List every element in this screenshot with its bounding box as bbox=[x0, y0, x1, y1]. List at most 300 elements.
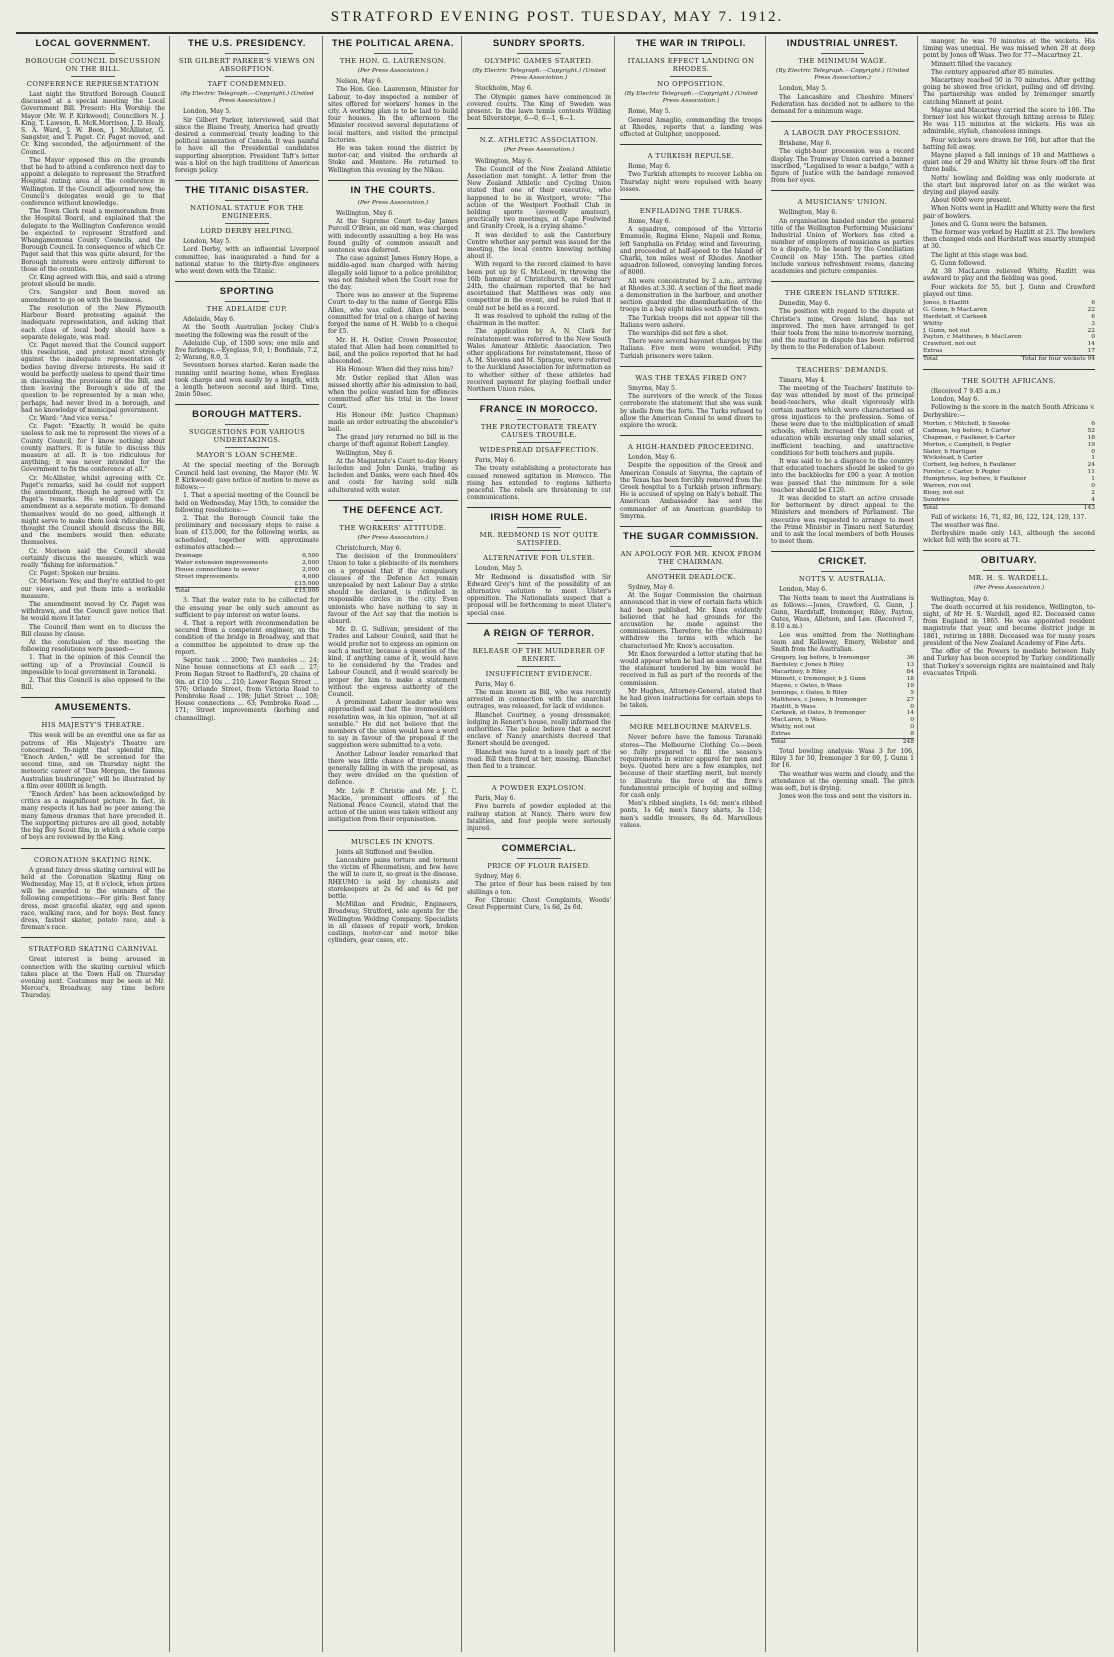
article-paragraph: The Town Clerk read a memorandum from the Hospital Board, and explained that the delegate to the Wellington Conference would be expected to represent Stratford and Whangamomona County Councils, and the Borough Council. In consequence of which Cr. Paget said that this was quite absurd, for the Borough interests were entirely different to those of the counties. bbox=[21, 208, 165, 273]
score-row bbox=[175, 553, 319, 560]
score-label: Jones, b Hazlitt bbox=[923, 299, 969, 306]
article-subheadline: ITALIANS EFFECT LANDING ON RHODES. bbox=[627, 57, 755, 73]
score-label: Warren, run out bbox=[923, 483, 971, 490]
article-section bbox=[620, 366, 762, 429]
article-section bbox=[771, 121, 914, 184]
article-paragraph: Derbyshire made only 143, although the second wicket fell with the score at 71. bbox=[923, 530, 1095, 545]
article-paragraph: It was decided to start an active crusade for betterment by direct appeal to the Ministers and members of Parliament. The executive was requested to arrange to meet the Prime Minister in Timaru next Saturday, and to ask the local members of both Houses to meet them. bbox=[771, 494, 914, 546]
article-paragraph: The light at this stage was bad. bbox=[931, 251, 1028, 259]
headline-divider bbox=[517, 666, 560, 667]
article-section bbox=[21, 697, 165, 841]
article-paragraph: Four wickets for 55, but J. Gunn and Crawford played out time. bbox=[923, 283, 1095, 298]
article-paragraph: It was decided to ask the Canterbury Centre whether any permit was issued for the meeting, the local centre knowing nothing about it. bbox=[467, 231, 611, 261]
article-headline: SPORTING bbox=[219, 286, 275, 298]
article-section bbox=[923, 369, 1095, 544]
article-subheadline: CONFERENCE REPRESENTATION bbox=[26, 80, 160, 88]
press-credit: (Per Press Association.) bbox=[357, 534, 429, 541]
article-headline: IRISH HOME RULE. bbox=[490, 512, 588, 524]
masthead-rule bbox=[16, 32, 1098, 34]
article-paragraph: 3. That the water rate to be collected for the ensuing year be only such amount as sufficient to pay interest on water loans. bbox=[175, 597, 319, 619]
score-label: Whitty bbox=[923, 320, 943, 327]
score-value: 27 bbox=[906, 696, 914, 703]
article-subheadline: THE PROTECTORATE TREATY CAUSES TROUBLE. bbox=[480, 423, 598, 440]
article-paragraph: (Received 7 9.45 a.m.) bbox=[931, 388, 1001, 396]
score-value: 4,000 bbox=[302, 573, 319, 580]
article-paragraph: Dunedin, May 6. bbox=[779, 300, 831, 308]
score-label: Total bbox=[923, 504, 938, 511]
article-section bbox=[771, 358, 914, 546]
score-label: Macartney, b Riley bbox=[771, 669, 827, 675]
score-value: 0 bbox=[1091, 448, 1095, 455]
article-paragraph: The grand jury returned no bill in the charge of theft against Robert Langley. bbox=[328, 434, 458, 449]
article-paragraph: His Honour (Mr. Justice Chapman) made an order estreating the absconder's bail. bbox=[328, 411, 458, 433]
score-row bbox=[923, 483, 1095, 490]
score-row bbox=[175, 581, 319, 588]
article-paragraph: Jones won the toss and sent the visitors in. bbox=[779, 793, 912, 801]
score-value: 24 bbox=[1087, 462, 1095, 469]
headline-divider bbox=[821, 53, 864, 54]
press-credit: (By Electric Telegraph.—Copyright.) (United Press Association.) bbox=[180, 91, 314, 105]
article-section bbox=[771, 551, 914, 800]
headline-divider bbox=[71, 53, 114, 54]
article-paragraph: The case against James Henry Hope, a middle-aged man charged with having illegally sold liquor to a police prohibitor, was not finished when the Court rose for the day. bbox=[328, 255, 458, 292]
column-rule bbox=[461, 36, 462, 1652]
score-row bbox=[175, 567, 319, 574]
score-row bbox=[923, 314, 1095, 321]
article-paragraph: The treaty establishing a protectorate has caused renewed agitation in Morocco. The rising has extended to regions hitherto peaceful. The rebels are threatening to cut communications. bbox=[467, 465, 611, 502]
article-paragraph: McMillan and Frednic, Engineers, Broadway, Stratford, sole agents for the Wellington Welding Company. Specialists in all classes of repair work, broken castings, motor-car and motor bike cylinders, gear cases, etc. bbox=[328, 901, 458, 945]
article-paragraph: Cr. Paget: "Exactly. It would be quite useless to ask me to represent the views of a County Council, for I know nothing about county matters. It is futile to discuss this measure at all. It is too ridiculous for anything; it was never intended for the Government to fix the conference at all." bbox=[21, 423, 165, 474]
article-paragraph: His Honour: When did they miss him? bbox=[336, 366, 454, 374]
score-row bbox=[923, 462, 1095, 469]
score-value: 6 bbox=[1091, 313, 1095, 320]
score-value: 1 bbox=[1091, 476, 1095, 483]
article-paragraph: Brisbane, May 6. bbox=[779, 140, 832, 148]
article-paragraph: Jones and G. Gunn were the batsmen. bbox=[931, 220, 1048, 228]
article-section bbox=[175, 281, 319, 398]
article-paragraph: The eight-hour procession was a record display. The Tramway Union carried a banner inscribed, "Legalised to wear a badge," with a figure of Justice with the bandage removed from her eyes. bbox=[771, 148, 914, 185]
article-paragraph: Despite the opposition of the Greek and American Consuls at Smyrna, the captain of the Texas has been forcibly removed from the Greek hospital to a Turkish prison infirmary. He is accused of spying on Italy's behalf. The American Ambassador has sent the commander of an American guardship to Smyrna. bbox=[620, 462, 762, 520]
article-headline: THE U.S. PRESIDENCY. bbox=[187, 38, 307, 49]
score-row bbox=[771, 669, 914, 676]
score-row bbox=[175, 560, 319, 567]
score-row bbox=[923, 321, 1095, 328]
article-paragraph: Paris, May 6. bbox=[475, 680, 516, 688]
score-value: 6,500 bbox=[302, 552, 319, 559]
headline-divider bbox=[71, 76, 114, 77]
headline-divider bbox=[517, 858, 560, 859]
article-paragraph: The death occurred at his residence, Wellington, to-night, of Mr H. S. Wardell, aged 82. Deceased came from England in 1865. He was appointed resident magistrate that year, and became district judge in 1861, retiring in 1888. Deceased was for many years president of the New Zealand Academy of Fine Arts. bbox=[923, 603, 1095, 647]
article-subheadline: HIS MAJESTY'S THEATRE. bbox=[41, 721, 145, 730]
article-paragraph: The Notts team to meet the Australians is as follows:—Jones, Crawford, G. Gunn, J. Gunn, Hardstaff, Iremonger, Riley, Payton, Oates, Wass, Alletson, and Lee. (Received 7, 8.10 a.m.) bbox=[771, 594, 914, 631]
article-paragraph: Cr. Morison: Yes; and they're entitled to get our views, and put them into a workable measure. bbox=[21, 578, 165, 600]
score-value: 2,000 bbox=[302, 566, 319, 573]
article-paragraph: The weather was fine. bbox=[931, 521, 1000, 529]
score-label: G. Gunn, b MacLaren bbox=[923, 306, 988, 313]
press-credit: (Per Press Association.) bbox=[973, 585, 1045, 592]
article-paragraph: Adelaide, May 6. bbox=[183, 316, 235, 324]
article-paragraph: The weather was warm and cloudy, and the attendance at the opening small. The pitch was soft, but is drying. bbox=[771, 770, 914, 792]
score-row bbox=[771, 655, 914, 662]
score-value: Total for four wickets 94 bbox=[1021, 356, 1095, 363]
article-section bbox=[771, 190, 914, 275]
headline-divider bbox=[225, 301, 268, 302]
score-value: 17 bbox=[1087, 348, 1095, 355]
score-value: £15,000 bbox=[294, 588, 319, 595]
score-row bbox=[923, 428, 1095, 435]
article-paragraph: Smyrna, May 5. bbox=[628, 384, 677, 392]
article-paragraph: The Turkish troops did not appear till the Italians were ashore. bbox=[620, 314, 762, 329]
article-headline: THE TITANIC DISASTER. bbox=[184, 185, 310, 197]
article-paragraph: Sydney, May 6. bbox=[628, 583, 675, 591]
article-paragraph: 2. That the Borough Council take the preliminary and necessary steps to raise a loan of £15,000, for the following works, as scheduled, together with approximate estimates attached:— bbox=[175, 514, 319, 551]
article-subheadline: A TURKISH REPULSE. bbox=[647, 152, 735, 161]
article-paragraph: At the conclusion of the meeting the following resolutions were passed:— bbox=[21, 639, 165, 654]
article-headline: COMMERCIAL. bbox=[501, 843, 577, 855]
article-subheadline: ALTERNATIVE FOR ULSTER. bbox=[483, 554, 595, 563]
article-paragraph: The Hon. Geo. Laurenson, Minister for Labour, to-day inspected a number of sites offered for workers' homes in the city. A working plan is to be laid to build four houses. In the afternoon the Minister received several deputations of local matters, and visited the principal factories. bbox=[328, 86, 458, 144]
article-paragraph: The former was yorked by Hazlitt at 23. The bowlers then changed ends and Hardstaff was smartly stumped at 30. bbox=[923, 229, 1095, 251]
article-section bbox=[620, 526, 762, 709]
newspaper-masthead: STRATFORD EVENING POST. TUESDAY, MAY 7. 1912. bbox=[330, 9, 784, 25]
score-row bbox=[771, 724, 914, 731]
article-paragraph: Wellington, May 6. bbox=[336, 210, 395, 218]
article-paragraph: Two Turkish attempts to recover Lebba on Thursday night were repulsed with heavy losses. bbox=[620, 171, 762, 193]
score-row bbox=[771, 710, 914, 717]
article-paragraph: The Mayor opposed this on the grounds that he had to attend a conference next day to appoint a delegate to represent the Stratford Hospital rating area at the conference in Wellington. If the Council adjourned now, the Council's delegates would go to that conference without knowledge. bbox=[21, 156, 165, 208]
article-paragraph: An organisation banded under the general title of the Wellington Performing Musicians' Industrial Union of Workers has cited a number of employers of musicians as parties to a dispute, to be heard by the Conciliation Council on May 15th. The parties cited include various refreshment rooms, dancing academies and picture companies. bbox=[771, 217, 914, 276]
article-section bbox=[21, 848, 165, 932]
article-paragraph: The resolution of the New Plymouth Harbour Board protesting against the inadequate representation, and asking that each class of local body should have a separate delegate, was read. bbox=[21, 304, 165, 341]
score-value: 14 bbox=[906, 710, 914, 717]
press-credit: (By Electric Telegraph.—Copyright.) (United Press Association.) bbox=[472, 68, 606, 82]
article-paragraph: At the Supreme Court to-day James Purcell O'Brien, an old man, was charged with indecently assaulting a boy. He was found guilty of common assault and sentence was deferred. bbox=[328, 218, 458, 255]
article-paragraph: The Lancashire and Cheshire Miners' Federation has decided not to adhere to the demand for a minimum wage. bbox=[771, 93, 914, 116]
article-paragraph: The meeting of the Teachers' Institute to-day was attended by most of the principal head-teachers, who dealt vigorously with certain matters which were characterised as gross injustices to the profession. Some of these were due to the multiplication of small schools, which increased the total cost of education while ensuring only small salaries, inefficient teaching, and unattractive conditions for both teachers and pupils. bbox=[771, 384, 914, 457]
score-total bbox=[175, 587, 319, 595]
article-paragraph: Mr. D. G. Sullivan, president of the Trades and Labour Council, said that he would prefer not to express an opinion on such a matter, because a question of the kind, if anything came of it, would have to be considered by the Trades and Labour Council, and it would scarcely be proper for him to make a statement without the express authority of the Council. bbox=[328, 626, 458, 699]
score-value: 36 bbox=[906, 655, 914, 662]
article-paragraph: About 6000 were present. bbox=[931, 197, 1012, 205]
score-value: 13 bbox=[906, 662, 914, 669]
article-paragraph: At the Magistrate's Court to-day Henry Iscleden and John Danks, trading as Iscleden and Danks, were each fined 40s and costs for having sold milk adulterated with water. bbox=[328, 457, 458, 494]
score-value: £15,000 bbox=[294, 580, 319, 587]
article-paragraph: Wellington, May 6. bbox=[336, 449, 395, 457]
article-paragraph: Rome, May 6. bbox=[628, 218, 671, 226]
score-value: 2,000 bbox=[302, 559, 319, 566]
score-label: Street improvements bbox=[175, 573, 239, 580]
article-paragraph: Blanchet was lured to a lonely part of the road. Bill then fired at her, missing. Blanchet then fled to a tramcar. bbox=[467, 748, 611, 770]
article-paragraph: With regard to the record claimed to have been put up by G. McLeod, in throwing the 16lb hammer at Christchurch, on February 24th, the chairman reported that he had ascertained that Matthews was only one competitor in the event, and he ruled that it could not be held as a record. bbox=[467, 261, 611, 312]
score-label: Blony, not out bbox=[923, 489, 965, 496]
score-value: 11 bbox=[1087, 469, 1095, 476]
article-paragraph: Rome, May 5. bbox=[628, 108, 671, 116]
article-subheadline: TEACHERS' DEMANDS. bbox=[796, 365, 889, 374]
article-section bbox=[467, 838, 611, 911]
article-paragraph: Septic tank ... 2000; Two manholes ... 24; Nine house connections at £3 each ... 27; From Regan Street to Radford's, 20 chains of 9in. at £10 10s ... 210; Lower Regan Street ... 570; Orlando Street, from Victoria Road to Pembroke Road ... 198; Juliet Street ... 108; House connections ... 63; Pembroke Road ... 171; Street improvements (kerbing and channelling). bbox=[175, 656, 319, 722]
article-paragraph: London, May 5. bbox=[183, 238, 232, 246]
article-section bbox=[328, 500, 458, 824]
score-label: Gregory, leg before, b Iremonger bbox=[771, 655, 870, 662]
score-label: Hazlitt, b Wass bbox=[771, 703, 816, 710]
article-subheadline: A LABOUR DAY PROCESSION. bbox=[783, 129, 902, 138]
score-row bbox=[923, 449, 1095, 456]
article-paragraph: Never before have the famous Taranaki stores—The Melbourne Clothing Co.—been so fully prepared to fill the season's requirements in winter apparel for men and boys. Quoted here are a few examples, not because of their startling merit, but merely to illustrate the force of the firm's fundamental principle of buying and selling for cash only. bbox=[620, 734, 762, 800]
score-row bbox=[771, 697, 914, 704]
article-paragraph: Cr. Morison said the Council should certainly discuss the measure, which was really "fishing for information." bbox=[21, 547, 165, 569]
score-label: Carkeek, at Oates, b Iremonger bbox=[771, 710, 866, 717]
score-label: Total bbox=[771, 739, 786, 746]
score-value: 143 bbox=[1083, 504, 1095, 511]
score-value: 0 bbox=[910, 724, 914, 731]
article-subheadline: WIDESPREAD DISAFFECTION. bbox=[479, 446, 599, 455]
article-paragraph: Paris, May 6. bbox=[475, 795, 516, 803]
article-subheadline: MORE MELBOURNE MARVELS. bbox=[629, 723, 753, 732]
score-label: Jennings, c Oates, b Riley bbox=[771, 689, 848, 696]
column-rule bbox=[917, 36, 918, 1652]
article-subheadline: MUSCLES IN KNOTS. bbox=[350, 837, 436, 846]
score-value: 84 bbox=[906, 669, 914, 675]
article-section bbox=[923, 38, 1095, 363]
article-section bbox=[175, 180, 319, 275]
news-column bbox=[617, 38, 765, 1652]
article-paragraph: Paris, May 6. bbox=[475, 457, 516, 465]
headline-divider bbox=[225, 447, 268, 448]
headline-divider bbox=[983, 570, 1035, 571]
headline-divider bbox=[517, 527, 560, 528]
article-paragraph: At the South Australian Jockey Club's meeting the following was the result of the bbox=[175, 324, 319, 339]
article-section bbox=[771, 38, 914, 115]
article-section bbox=[620, 38, 762, 138]
article-paragraph: 1. That a special meeting of the Council be held on Wednesday, May 15th, to consider the following resolutions:— bbox=[175, 492, 319, 514]
article-paragraph: For Chronic Chest Complaints, Woods' Great Peppermint Cure, 1s 6d, 2s 6d. bbox=[467, 896, 611, 912]
article-subheadline: NOTTS V. AUSTRALIA. bbox=[798, 575, 887, 584]
article-subheadline: THE SOUTH AFRICANS. bbox=[962, 377, 1056, 386]
score-label: Water extension improvements bbox=[175, 559, 268, 566]
headline-divider bbox=[517, 643, 560, 644]
score-label: Chapman, c Faulkner, b Carter bbox=[923, 434, 1016, 441]
article-paragraph: At the special meeting of the Borough Council held last evening, the Mayor (Mr. W. P. Kirkwood) gave notice of motion to move as follows:— bbox=[175, 462, 319, 492]
article-section bbox=[467, 776, 611, 832]
article-paragraph: Five barrels of powder exploded at the railway station at Nancy. There were few fatalities, and four people were seriously injured. bbox=[467, 803, 611, 833]
article-paragraph: London, May 6. bbox=[931, 396, 980, 404]
article-section bbox=[175, 38, 319, 174]
article-paragraph: Lancashire pains torture and torment the victim of Rheumatism, and few have the will to cure it, so great is the disease. RHEUMO is sold by chemists and storekeepers at 2s 6d and 4s 6d per bottle. bbox=[328, 856, 458, 900]
score-label: Corbett, leg before, b Faulkner bbox=[923, 462, 1016, 469]
score-label: House connections to sewer bbox=[175, 566, 260, 573]
article-paragraph: The Council then went on to discuss the Bill clause by clause. bbox=[21, 623, 165, 638]
article-paragraph: Wellington, May 6. bbox=[931, 595, 990, 603]
article-headline: AMUSEMENTS. bbox=[54, 702, 132, 714]
score-value: 22 bbox=[1087, 306, 1095, 313]
article-paragraph: Mr. Ostler replied that Allen was missed shortly after his admission to bail, when the police wanted him for offences committed after his trial in the lower Court. bbox=[328, 374, 458, 411]
score-table bbox=[923, 300, 1095, 363]
article-paragraph: Stockholm, May 6. bbox=[475, 85, 533, 93]
article-paragraph: Mr. Lyle P. Christie and Mr. J. C. Mackie, prominent officers of the National Peace Council, stated that the action of the union was taken without any instigation from their organisation. bbox=[328, 787, 458, 824]
score-table bbox=[923, 421, 1095, 512]
headline-divider bbox=[517, 442, 560, 443]
headline-divider bbox=[71, 717, 114, 718]
article-paragraph: Mr. H. H. Ostler, Crown Prosecutor, stated that Allen had been committed to bail, and the police reported that he had absconded. bbox=[328, 336, 458, 366]
article-paragraph: The Olympic games have commenced in covered courts. The King of Sweden was present. In the lawn tennis contests Wilding beat Silverstorpe, 6—0, 6—1, 6—1. bbox=[467, 93, 611, 123]
article-paragraph: Men's ribbed singlets, 1s 6d; men's ribbed pants, 1s 6d; men's fancy shirts, 3s 11d; men's saddle trousers, 8s 6d. Marvellous values. bbox=[620, 800, 762, 829]
article-paragraph: The Council of the New Zealand Athletic Association met tonight. A letter from the New Zealand Athletic and Cycling Union stated that one of their executive, who happened to be in Westport, wrote: "The action of the Westport Football Club in holding sports (avowedly amateur), practically two meetings, at Cape Foulwind and Granity Creek, is a crying shame." bbox=[467, 165, 611, 231]
score-row bbox=[923, 328, 1095, 335]
score-label: Forster, c Carter, b Pegler bbox=[923, 469, 1001, 476]
headline-divider bbox=[517, 53, 560, 54]
article-paragraph: Wellington, May 6. bbox=[779, 209, 838, 217]
article-paragraph: It was resolved to uphold the ruling of the chairman in the matter. bbox=[467, 312, 611, 328]
article-headline: A REIGN OF TERROR. bbox=[483, 627, 595, 639]
headline-divider bbox=[517, 419, 560, 420]
article-paragraph: It was said to be a disgrace to the country that educated teachers should be asked to go into the backblocks for £90 a year. A motion was passed that the minimum for a sole teacher should be £120. bbox=[771, 457, 914, 494]
score-value: 6 bbox=[1091, 299, 1095, 306]
score-total bbox=[923, 355, 1095, 363]
article-paragraph: Sir Gilbert Parker, interviewed, said that since the Blaine Treaty, America had greatly desired a commercial treaty leading to the political annexation of Canada. It was painful to have all the Presidential candidates supporting absorption. President Taft's letter was a blot on the high traditions of American foreign policy. bbox=[175, 116, 319, 175]
article-paragraph: Blanchet Courtney, a young dressmaker, lodging in Renert's house, really informed the authorities. The police believe that a secret enclave of Nancy anarchists decreed that Renert should be avenged. bbox=[467, 711, 611, 748]
score-label: J. Gunn, not out bbox=[923, 327, 970, 334]
article-section bbox=[21, 937, 165, 999]
article-paragraph: A grand fancy dress skating carnival will be held at the Coronation Skating Ring on Wednesday, May 15, at 8 o'clock, when prizes will be awarded to the winners of the following competitions:—For girls: Best fancy dress, most graceful skater, egg and spoon race, walking race, and for boys: Best fancy dress, fastest skater, potato race, and a fireman's race. bbox=[21, 866, 165, 932]
article-paragraph: Total bowling analysis: Wass 3 for 106, Riley 3 for 50, Iremonger 3 for 69, J. Gunn 1 for 16. bbox=[771, 747, 914, 770]
article-headline: THE WAR IN TRIPOLI. bbox=[635, 38, 747, 49]
headline-divider bbox=[225, 53, 268, 54]
score-value: 248 bbox=[902, 739, 914, 746]
score-row bbox=[771, 731, 914, 738]
score-row bbox=[771, 676, 914, 683]
article-section bbox=[620, 144, 762, 193]
score-table bbox=[771, 655, 914, 746]
article-paragraph: The position with regard to the dispute at Christie's mine, Green Island, has not improved. The men have arranged to get their tools from the mine to-morrow morning, and the matter in dispute has been referred by them to the Federation of Labour. bbox=[771, 308, 914, 352]
article-paragraph: Mr. Knox forwarded a letter stating that he would appear when he had an assurance that the statement tendered by him would be received in full as part of the records of the commission. bbox=[620, 650, 762, 687]
news-column bbox=[768, 38, 917, 1652]
score-label: Payton, c Matthews, b MacLaren bbox=[923, 334, 1022, 341]
article-subheadline: THE WORKERS' ATTITUDE. bbox=[339, 523, 447, 532]
article-paragraph: Cr. Paget moved that the Council support this resolution, and protest most strongly against the inadequate representation of bodies having diverse interests. He said it would be perfectly useless to spend their time in discussing the provisions of the Bill, and then leaving the Borough's side of the question to be represented by a man who, perhaps, had never lived in a borough, and had no knowledge of municipal government. bbox=[21, 341, 165, 414]
score-value: 8 bbox=[910, 731, 914, 738]
headline-divider bbox=[374, 53, 413, 54]
article-subheadline: THE MINIMUM WAGE. bbox=[798, 57, 887, 65]
score-row bbox=[923, 341, 1095, 348]
article-paragraph: Timaru, May 4. bbox=[779, 376, 827, 384]
article-paragraph: 4. That a report with recommendation be secured from a competent engineer, on the condition of the bridge in Broadway, and that a committee be appointed to draw up the report. bbox=[175, 619, 319, 656]
article-paragraph: Minnett filled the vacancy. bbox=[931, 60, 1013, 68]
score-row bbox=[923, 421, 1095, 428]
article-paragraph: Cr. McAllister, whilst agreeing with Cr. Paget's remarks, said he could not support the amendment, though he agreed with Cr. Paget's remarks. He would support the amendment as a separate motion. To demand themselves would do no good, although it might serve to make them look ridiculous. He thought the Council should discuss the Bill, and the members would then educate themselves. bbox=[21, 474, 165, 547]
article-paragraph: General Amaglio, commanding the troops at Rhodes, reports that a landing was effected at Gulipher, unopposed. bbox=[620, 116, 762, 139]
article-paragraph: Sydney, May 6. bbox=[475, 873, 522, 881]
score-label: Cadman, leg before, b Carter bbox=[923, 427, 1011, 434]
score-row bbox=[175, 574, 319, 581]
article-paragraph: Cr. Ward: "And vice versa." bbox=[29, 414, 113, 422]
article-paragraph: The price of flour has been raised by ten shillings a ton. bbox=[467, 881, 611, 896]
article-subheadline: TAFT CONDEMNED. bbox=[207, 80, 287, 88]
article-subheadline: LORD DERBY HELPING. bbox=[200, 227, 294, 236]
score-value: 0 bbox=[1091, 483, 1095, 490]
article-headline: THE DEFENCE ACT. bbox=[342, 504, 444, 516]
score-label: Bardsley, c Jones b Riley bbox=[771, 662, 845, 669]
article-paragraph: When Notts went in Hazlitt and Whitty were the first pair of bowlers. bbox=[923, 205, 1096, 220]
article-paragraph: Macartney reached 50 in 70 minutes. After getting going he showed free cricket, pulling and off driving. The partnership was ended by Iremonger smartly catching Minnett at point. bbox=[923, 77, 1095, 106]
headline-divider bbox=[374, 520, 413, 521]
article-subheadline: WAS THE TEXAS FIRED ON? bbox=[635, 373, 747, 382]
article-headline: SUNDRY SPORTS. bbox=[492, 38, 586, 49]
article-headline: CRICKET. bbox=[818, 556, 867, 568]
article-paragraph: Notts' bowling and fielding was only moderate at the start but improved later on as the wicket was drying and played easily. bbox=[923, 174, 1095, 197]
press-credit: (Per Press Association.) bbox=[357, 199, 429, 206]
press-credit: (By Electric Telegraph.—Copyright.) (United Press Association.) bbox=[624, 91, 758, 105]
article-subheadline: SUGGESTIONS FOR VARIOUS UNDERTAKINGS. bbox=[188, 428, 306, 445]
score-label: Minnett, c Iremonger, b J. Gunn bbox=[771, 675, 866, 682]
article-subheadline: MR. H. S. WARDELL. bbox=[968, 574, 1050, 583]
article-paragraph: The century appeared after 85 minutes. bbox=[931, 68, 1055, 76]
article-paragraph: Wellington, May 6. bbox=[475, 157, 534, 165]
article-paragraph: Mayne played a fall innings of 19 and Matthews a quiet one of 29 and Whitty hit three fours off the first three balls. bbox=[923, 152, 1095, 174]
article-paragraph: Great interest is being aroused in connection with the skating carnival which takes place at the Town Hall on Thursday evening next. Costumes may be seen at Mr. Mercer's, Broadway, any time before Thursday. bbox=[21, 956, 165, 1000]
score-row bbox=[923, 469, 1095, 476]
article-paragraph: There were several bayonet charges by the Italians. Five men were wounded. Fifty Turkish prisoners were taken. bbox=[620, 338, 762, 360]
article-subheadline: A POWDER EXPLOSION. bbox=[491, 784, 587, 793]
article-section bbox=[175, 404, 319, 721]
score-row bbox=[923, 348, 1095, 355]
article-paragraph: Mr Hughes, Attorney-General, stated that he had given instructions for certain steps to be taken. bbox=[620, 687, 762, 710]
article-paragraph: London, May 5. bbox=[779, 85, 828, 93]
article-paragraph: The decision of the Ironmoulders' Union to take a plebiscite of its members on a proposal that if the compulsory clauses of the Defence Act remain unrepealed by next Labour Day a strike should be declared, is ridiculed in responsible circles in the city. Even unionists who have nothing to say in favour of the Act say that the motion is absurd. bbox=[328, 553, 458, 625]
article-section bbox=[467, 399, 611, 501]
news-column bbox=[18, 38, 168, 1652]
article-paragraph: Last night the Stratford Borough Council discussed at a special meeting the Local Government Bill. Present: His Worship the Mayor (Mr. W. P. Kirkwood), Councillors N. J. King, T. Lawson, R. McK.Morrison, J. D. Healy, S. A. Ward, J. W. Boon, J. McAllister, G. Sangster, and T. Paget. Cr. Paget moved, and Cr. King seconded, the adjournment of the Council. bbox=[21, 91, 165, 156]
score-row bbox=[923, 307, 1095, 314]
article-paragraph: The offer of the Powers to mediate between Italy and Turkey has been accepted by Turkey conditionally that Turkey's sovereign rights are maintained and Italy evacuates Tripoli. bbox=[923, 648, 1095, 677]
article-subheadline: THE ADELAIDE CUP. bbox=[206, 305, 288, 314]
score-value: 19 bbox=[1087, 441, 1095, 448]
score-value: 14 bbox=[1087, 341, 1095, 348]
article-paragraph: This week will be an eventful one as far as patrons of His Majesty's Theatre are concerned. To-night that splendid film, "Enoch Arden," will be screened for the second time, and on Thursday night the meteoric career of "Dan Morgan, the famous Australian bushranger," will be illustrated by a film over 4000ft in length. bbox=[21, 732, 165, 790]
score-row bbox=[923, 455, 1095, 462]
score-value: 0 bbox=[910, 703, 914, 710]
score-label: Matthews, c Jones, b Iremonger bbox=[771, 696, 867, 703]
news-column bbox=[172, 38, 322, 1652]
article-subheadline: A MUSICIANS' UNION. bbox=[797, 198, 888, 207]
article-paragraph: At the Sugar Commission the chairman announced that in view of certain facts which had been published, Mr. Knox evidently believed that he had grounds for the accusation he made against the commissioners. Therefore, he (the chairman) withdrew the terms with which he characterised Mr. Knox's accusation. bbox=[620, 592, 762, 650]
article-paragraph: Following is the score in the match South Africans v. Derbyshire:— bbox=[923, 404, 1095, 419]
article-subheadline: NO OPPOSITION. bbox=[657, 80, 725, 88]
headline-divider bbox=[821, 571, 864, 572]
article-paragraph: Lee was omitted from the Nottingham team and Kelleway, Emery, Webster and Smith from the Australian. bbox=[771, 631, 914, 653]
article-headline: IN THE COURTS. bbox=[350, 184, 436, 196]
score-label bbox=[175, 581, 291, 588]
article-paragraph: Cr. Paget: Spoken our brains. bbox=[29, 570, 120, 578]
article-paragraph: The survivors of the wreck of the Texas corroborate the statement that she was sunk by shells from the forts. The Turks refused to allow the American Consul to send divers to explore the wreck. bbox=[620, 393, 762, 429]
score-value: 18 bbox=[906, 675, 914, 682]
score-value: 1 bbox=[1091, 455, 1095, 462]
article-section bbox=[467, 128, 611, 393]
column-rule bbox=[614, 36, 615, 1652]
article-subheadline: OLYMPIC GAMES STARTED. bbox=[484, 57, 594, 65]
article-subheadline: N.Z. ATHLETIC ASSOCIATION. bbox=[479, 136, 599, 145]
score-label: Total bbox=[923, 356, 938, 363]
headline-divider bbox=[225, 200, 268, 201]
article-paragraph: Mr Redmond is dissatisfied with Sir Edward Grey's hint of the possibility of an alternative solution to meet Ulster's opposition. The Nationalists suspect that a proposal will be forthcoming to meet Ulster's special case. bbox=[467, 573, 611, 617]
headline-divider bbox=[225, 223, 268, 224]
article-paragraph: "Enoch Arden" has been acknowledged by critics as a magnificent picture. In fact, in many respects it has had no peer among the many famous dramas that have preceded it. The supporting pictures are all good, notably the big Boy Scout film, in which a whole corps of boys are reviewed by the King. bbox=[21, 791, 165, 842]
score-total bbox=[771, 738, 914, 746]
score-row bbox=[923, 334, 1095, 341]
headline-divider bbox=[225, 424, 268, 425]
headline-divider bbox=[670, 546, 713, 547]
article-paragraph: The amendment moved by Cr. Paget was withdrawn, and the Council gave notice that he would move it later. bbox=[21, 601, 165, 623]
article-section bbox=[467, 507, 611, 616]
